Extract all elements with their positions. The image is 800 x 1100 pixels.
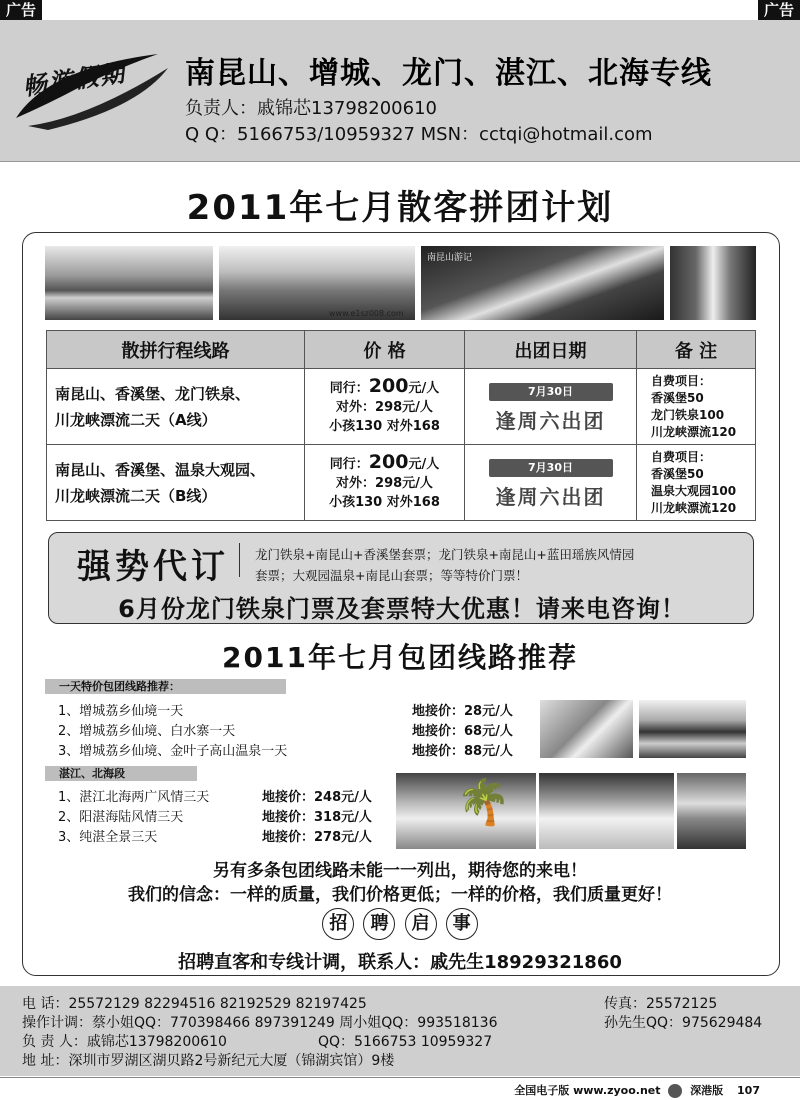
note-line: 自费项目： <box>651 373 712 388</box>
promo-text-line: 套票；大观园温泉+南昆山套票；等等特价门票！ <box>255 568 528 583</box>
table-header-row <box>47 331 756 369</box>
hiring-text: 招聘直客和专线计调，联系人：戚先生18929321860 <box>178 952 622 973</box>
price-label: 同行： <box>329 457 369 472</box>
section-label-zhanjiang: 湛江、北海段 <box>45 766 197 781</box>
photo-resort-pool <box>639 700 746 758</box>
edition-label: 深港版 <box>690 1084 724 1097</box>
list-item: 1、湛江北海两广风情三天 <box>58 790 210 805</box>
price-public: 对外：298元/人 <box>336 476 433 491</box>
photo-beach-pavilion <box>677 773 746 849</box>
list-item-price: 地接价：318元/人 <box>262 810 372 825</box>
date-cell <box>465 369 637 445</box>
palm-tree-icon: 🌴 <box>456 777 511 828</box>
footer-manager-qq: QQ：5166753 10959327 <box>318 1034 493 1050</box>
bottom-bar <box>0 1077 800 1100</box>
promo-divider <box>239 543 240 577</box>
section-label-one-day: 一天特价包团线路推荐： <box>45 679 286 694</box>
photo-watermark: www.e1sz008.com <box>329 309 404 318</box>
note-line: 自费项目： <box>651 449 712 464</box>
price-unit: 元/人 <box>408 381 440 396</box>
col-header-notes: 备 注 <box>637 331 756 369</box>
note-line: 川龙峡漂流120 <box>651 500 737 515</box>
note-line: 香溪堡50 <box>651 466 704 481</box>
header-im-contacts: Q Q：5166753/10959327 MSN：cctqi@hotmail.com <box>185 124 653 145</box>
photo-caption: 南昆山游记 <box>427 253 473 263</box>
departure-weekday: 逢周六出团 <box>495 484 606 509</box>
price-label: 同行： <box>329 381 369 396</box>
list-item-price: 地接价：278元/人 <box>262 830 372 845</box>
route-name-line: 南昆山、香溪堡、龙门铁泉、 <box>55 384 251 403</box>
footer-address: 地 址：深圳市罗湖区湖贝路2号新纪元大厦（锦湖宾馆）9楼 <box>22 1053 395 1069</box>
page-number: 107 <box>737 1084 760 1097</box>
photo-beach-shore <box>539 773 674 849</box>
col-header-route: 散拼行程线路 <box>47 331 305 369</box>
table-row <box>47 369 756 445</box>
route-name-line: 南昆山、香溪堡、温泉大观园、 <box>55 460 266 479</box>
photo-waterfall <box>670 246 756 320</box>
main-title: 2011年七月散客拼团计划 <box>186 188 614 228</box>
promo-title: 强势代订 <box>77 547 229 587</box>
agency-logo-text: 畅游假期 <box>20 57 128 102</box>
hiring-title-char: 招 <box>322 908 354 940</box>
promo-banner: 6月份龙门铁泉门票及套票特大优惠！请来电咨询！ <box>118 595 686 623</box>
list-item-price: 地接价：248元/人 <box>262 790 372 805</box>
route-cell <box>47 369 305 445</box>
footer-contacts <box>0 986 800 1076</box>
price-peer-value: 200 <box>368 451 409 473</box>
bottom-bar-text <box>514 1082 760 1098</box>
header-title: 南昆山、增城、龙门、湛江、北海专线 <box>185 56 712 91</box>
photo-beach-palm <box>396 773 536 849</box>
photo-river-rapids <box>421 246 664 320</box>
header-contact: 负责人：戚锦芯13798200610 <box>185 98 437 119</box>
photo-mountain-sunset <box>219 246 415 320</box>
closing-slogan: 我们的信念：一样的质量，我们价格更低；一样的价格，我们质量更好！ <box>128 885 672 905</box>
hiring-title-char: 聘 <box>363 908 395 940</box>
notes-cell <box>637 369 756 445</box>
hiring-title-char: 启 <box>405 908 437 940</box>
footer-ops: 操作计调：蔡小姐QQ：770398466 897391249 周小姐QQ：993518136 <box>22 1015 498 1031</box>
photo-hot-spring-interior <box>540 700 633 758</box>
package-section-title: 2011年七月包团线路推荐 <box>222 641 578 674</box>
magazine-logo-icon <box>668 1084 682 1098</box>
header-banner <box>0 20 800 162</box>
routes-table <box>46 330 756 521</box>
footer-manager: 负 责 人：戚锦芯13798200610 <box>22 1034 227 1050</box>
price-cell <box>305 445 465 521</box>
hiring-title-char: 事 <box>446 908 478 940</box>
list-item: 2、增城荔乡仙境、白水寨一天 <box>58 724 236 739</box>
price-child: 小孩130 对外168 <box>329 419 440 434</box>
price-cell <box>305 369 465 445</box>
site-url[interactable]: 全国电子版 www.zyoo.net <box>514 1084 661 1097</box>
footer-ops-right: 孙先生QQ：975629484 <box>604 1015 763 1031</box>
table-row <box>47 445 756 521</box>
list-item: 1、增城荔乡仙境一天 <box>58 704 184 719</box>
route-name-line: 川龙峡漂流二天（A线） <box>55 410 217 429</box>
departure-date-badge: 7月30日 <box>489 383 613 401</box>
list-item: 3、纯湛全景三天 <box>58 830 158 845</box>
list-item-price: 地接价：28元/人 <box>412 704 513 719</box>
promo-text-line: 龙门铁泉+南昆山+香溪堡套票；龙门铁泉+南昆山+蓝田瑶族风情园 <box>255 547 635 562</box>
departure-date-badge: 7月30日 <box>489 459 613 477</box>
price-public: 对外：298元/人 <box>336 400 433 415</box>
notes-cell <box>637 445 756 521</box>
ad-label-left: 广告 <box>0 0 42 20</box>
footer-fax: 传真：25572125 <box>604 996 718 1012</box>
date-cell <box>465 445 637 521</box>
price-child: 小孩130 对外168 <box>329 495 440 510</box>
list-item-price: 地接价：68元/人 <box>412 724 513 739</box>
list-item: 2、阳湛海陆风情三天 <box>58 810 184 825</box>
promo-box <box>48 532 754 624</box>
route-cell <box>47 445 305 521</box>
price-peer-value: 200 <box>368 375 409 397</box>
list-item: 3、增城荔乡仙境、金叶子高山温泉一天 <box>58 744 288 759</box>
closing-line: 另有多条包团线路未能一一列出，期待您的来电！ <box>213 861 587 881</box>
hiring-title <box>0 908 800 940</box>
price-unit: 元/人 <box>408 457 440 472</box>
footer-phone: 电 话：25572129 82294516 82192529 82197425 <box>22 996 367 1012</box>
ad-label-right: 广告 <box>758 0 800 20</box>
note-line: 龙门铁泉100 <box>651 407 725 422</box>
note-line: 香溪堡50 <box>651 390 704 405</box>
route-name-line: 川龙峡漂流二天（B线） <box>55 486 217 505</box>
list-item-price: 地接价：88元/人 <box>412 744 513 759</box>
note-line: 川龙峡漂流120 <box>651 424 737 439</box>
departure-weekday: 逢周六出团 <box>495 408 606 433</box>
col-header-price: 价 格 <box>305 331 465 369</box>
photo-reservoir-landscape <box>45 246 213 320</box>
col-header-date: 出团日期 <box>465 331 637 369</box>
note-line: 温泉大观园100 <box>651 483 737 498</box>
